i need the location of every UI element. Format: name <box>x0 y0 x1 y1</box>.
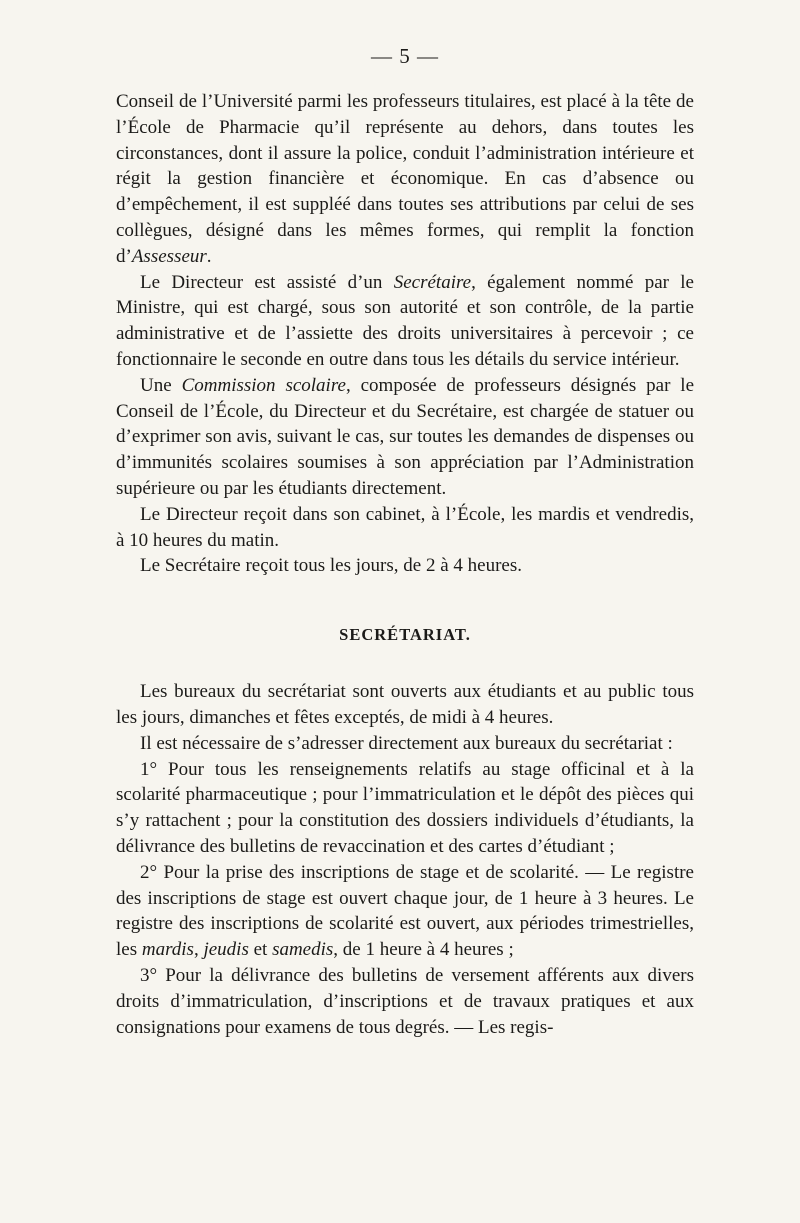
text-span: . <box>206 245 212 267</box>
text-span: , également nommé par le Ministre, qui est chargé, sous son autorité et son contrôle, de la partie administrative et de l’assiette des droits universitaires à percevoir ; ce fonctionnaire le seconde en outre dans tous les détails du service intérieur. <box>116 271 694 370</box>
text-span: , de 1 heure à 4 heures ; <box>333 939 514 961</box>
list-item-1: 1° Pour tous les renseignements relatifs au stage officinal et à la scolarité pharmaceutique ; pour l’immatriculation et le dépôt des pièces qui s’y rattachent ; pour la constitution des dossiers individuels d’étudiants, la délivrance des bulletins de revaccination et des cartes d’étudiant ; <box>116 758 694 857</box>
italic-term-secretaire: Secrétaire <box>393 271 472 293</box>
text-span: , composée de professeurs désignés par le Conseil de l’École, du Directeur et du Secrétaire, est chargée de statuer ou d’exprimer son avis, suivant le cas, sur toutes les demandes de dispenses ou d’immunités scolaires soumises à son appréciation par l’Administration supérieure ou par les étudiants directement. <box>116 374 695 499</box>
section-title: SECRÉTARIAT. <box>339 625 471 645</box>
paragraph-director-hours: Le Directeur reçoit dans son cabinet, à l’École, les mardis et vendredis, à 10 heures du matin. <box>116 503 694 551</box>
text-span: Le Directeur est assisté d’un <box>140 271 394 293</box>
paragraph-commission <box>116 373 694 502</box>
text-span: 2° Pour la prise des inscriptions de stage et de scolarité. — Le registre des inscriptions de stage est ouvert chaque jour, de 1 heure à 3 heures. Le registre des inscriptions de scolarité est ouvert, aux périodes trimestrielles, les <box>116 861 694 961</box>
list-item-2 <box>116 860 694 963</box>
paragraph-director <box>116 89 694 270</box>
paragraph-office-hours: Les bureaux du secrétariat sont ouverts aux étudiants et au public tous les jours, dimanches et fêtes exceptés, de midi à 4 heures. <box>116 681 694 728</box>
text-span: Conseil de l’Université parmi les professeurs titulaires, est placé à la tête de l’École de Pharmacie qu’il représente au dehors, dans toutes les circonstances, dont il assure la police, conduit l’administration intérieure et régit la gestion financière et économique. En cas d’absence ou d’empêchement, il est suppléé dans toutes ses attributions par celui de ses collègues, désigné dans les mêmes formes, qui remplit la fonction d’ <box>116 91 694 267</box>
italic-term-commission: Commission scolaire <box>181 374 346 396</box>
text-span: , <box>193 939 204 961</box>
paragraph-secretaire <box>116 270 694 373</box>
page-number: — 5 — <box>371 44 439 68</box>
italic-term-assesseur: Assesseur <box>131 245 207 267</box>
paragraph-secretary-hours: Le Secrétaire reçoit tous les jours, de 2 à 4 heures. <box>140 555 522 577</box>
italic-day-jeudis: jeudis <box>203 939 249 961</box>
text-span: et <box>248 939 273 961</box>
list-item-3: 3° Pour la délivrance des bulletins de versement afférents aux divers droits d’immatriculation, d’inscriptions et de travaux pratiques et aux consignations pour examens de tous degrés. — Les regis- <box>116 964 694 1038</box>
paragraph-necessary: Il est nécessaire de s’adresser directement aux bureaux du secrétariat : <box>140 732 673 754</box>
text-span: Une <box>140 374 182 396</box>
italic-day-mardis: mardis <box>141 939 194 961</box>
italic-day-samedis: samedis <box>272 939 334 961</box>
document-page <box>116 44 694 1040</box>
